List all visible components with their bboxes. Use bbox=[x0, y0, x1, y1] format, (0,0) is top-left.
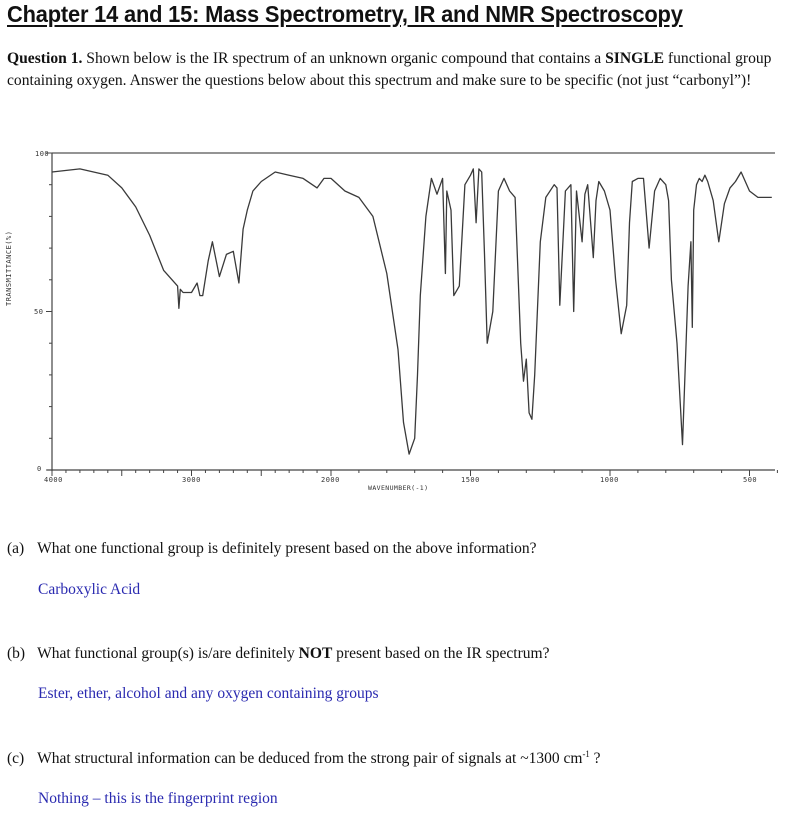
question-c-sup: -1 bbox=[582, 749, 590, 759]
question-b-text-2: present based on the IR spectrum? bbox=[332, 645, 550, 662]
answer-b: Ester, ether, alcohol and any oxygen containing groups bbox=[38, 685, 379, 702]
question-a-text: What one functional group is definitely present based on the above information? bbox=[37, 540, 537, 557]
question-text-2: functional group containing oxygen. Answer the questions below about this spectrum and make sure to be specific (not just “carbonyl”)! bbox=[7, 50, 772, 89]
question-b bbox=[7, 645, 550, 663]
answer-a: Carboxylic Acid bbox=[38, 581, 141, 598]
x-tick-3000: 3000 bbox=[182, 476, 201, 484]
ir-spectrum-plot bbox=[0, 140, 791, 510]
question-text-1: Shown below is the IR spectrum of an unknown organic compound that contains a bbox=[82, 50, 606, 67]
y-tick-50: 50 bbox=[34, 308, 44, 316]
x-tick-1000: 1000 bbox=[600, 476, 619, 484]
question-c-label: (c) bbox=[7, 750, 25, 767]
answer-c: Nothing – this is the fingerprint region bbox=[38, 790, 278, 807]
page-title: Chapter 14 and 15: Mass Spectrometry, IR and NMR Spectroscopy bbox=[7, 1, 683, 27]
y-tick-0: 0 bbox=[37, 465, 42, 473]
question-label: Question 1. bbox=[7, 50, 83, 67]
x-tick-2000: 2000 bbox=[321, 476, 340, 484]
question-a bbox=[7, 540, 537, 558]
question-c bbox=[7, 749, 601, 768]
y-axis-label: TRANSMITTANCE(%) bbox=[5, 230, 13, 306]
question-b-bold: NOT bbox=[298, 645, 333, 662]
y-tick-100: 100 bbox=[35, 150, 50, 158]
x-tick-1500: 1500 bbox=[461, 476, 480, 484]
x-tick-500: 500 bbox=[743, 476, 758, 484]
question-c-text-2: ? bbox=[589, 750, 601, 767]
y-axis-ticks bbox=[46, 153, 52, 470]
spectrum-trace bbox=[52, 169, 772, 454]
ir-spectrum-chart bbox=[0, 140, 791, 510]
question-a-label: (a) bbox=[7, 540, 25, 557]
question-bold-word: SINGLE bbox=[605, 50, 665, 67]
x-axis-ticks bbox=[52, 470, 777, 476]
question-b-text-1: What functional group(s) is/are definitely bbox=[37, 645, 299, 662]
x-axis-label: WAVENUMBER(-1) bbox=[368, 484, 429, 492]
question-c-text-1: What structural information can be deduced from the strong pair of signals at ~1300 cm bbox=[37, 750, 583, 767]
x-tick-4000: 4000 bbox=[44, 476, 63, 484]
question-b-label: (b) bbox=[7, 645, 26, 662]
question-intro bbox=[7, 48, 787, 92]
